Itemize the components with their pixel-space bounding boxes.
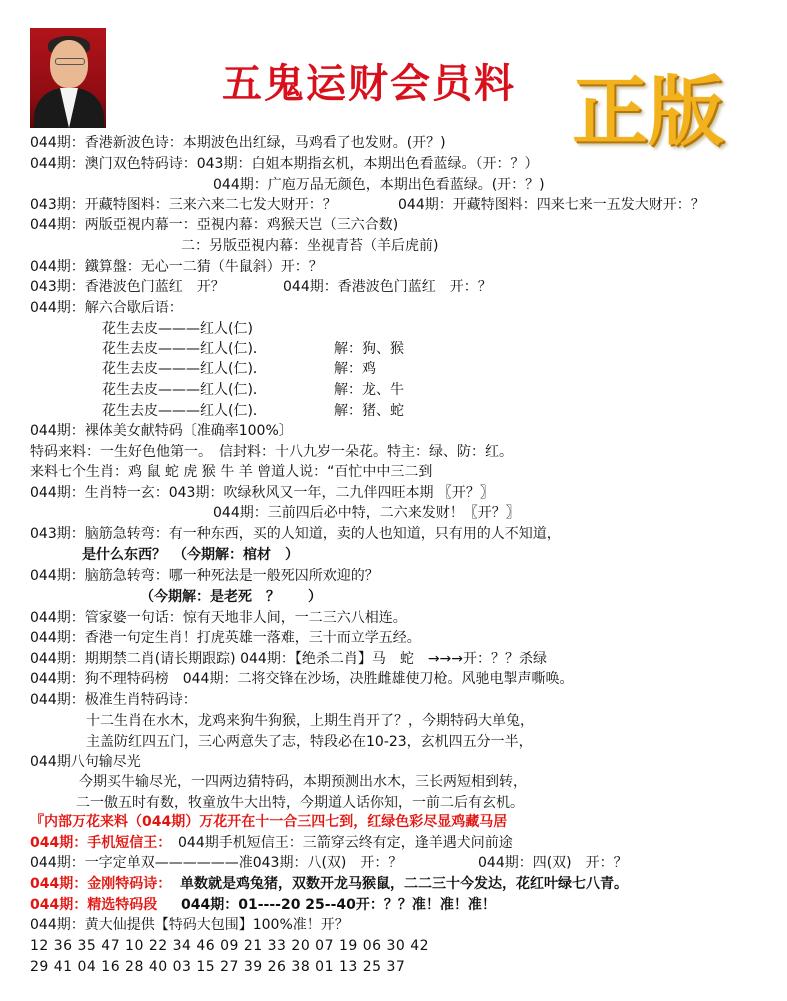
text-line: 044期：脑筋急转弯：哪一种死法是一般死囚所欢迎的？ <box>30 568 379 584</box>
text-line: 解：龙、牛 <box>334 382 404 398</box>
text-line: 044期：三前四后必中特，二六来发财！〖开？〗 <box>213 505 520 521</box>
text-line: 044期：裸体美女献特码〔准确率100%〕 <box>30 423 293 439</box>
text-line: 044期：香港新波色诗：本期波色出红绿，马鸡看了也发财。(开？) <box>30 135 446 151</box>
text-line: 044期：鐵算盤：无心一二猜（牛鼠斜）开：？ <box>30 259 323 275</box>
number-row: 29 41 04 16 28 40 03 15 27 39 26 38 01 13 25 37 <box>30 959 406 975</box>
text-line: 主盖防红四五门，三心两意失了志，特段必在10-23，玄机四五分一半， <box>86 734 533 750</box>
text-line: 来料七个生肖：鸡 鼠 蛇 虎 猴 牛 羊 曾道人说：“百忙中中三二到 <box>30 464 433 480</box>
text-line: 花生去皮———红人(仁)． <box>102 403 267 419</box>
text-line: 044期：狗不理特码榜 044期：二将交锋在沙场，决胜雌雄使刀枪。风驰电掣声嘶唤。 <box>30 671 574 687</box>
number-row: 12 36 35 47 10 22 34 46 09 21 33 20 07 19 06 30 42 <box>30 938 430 954</box>
text-line: 044期：一字定单双——————准043期：八(双) 开：？ <box>30 855 403 871</box>
text-line: 花生去皮———红人(仁) <box>102 321 253 337</box>
text-line: 044期：香港一句定生肖！打虎英雄一落难，三十而立学五经。 <box>30 630 421 646</box>
page-title: 五鬼运财会员料 <box>222 60 516 107</box>
text-line: 044期：两版亞視内幕一：亞視内幕：鸡猴天岂（三六合数) <box>30 217 399 233</box>
text-line: 044期：解六合歇后语： <box>30 300 183 316</box>
text-line: 解：鸡 <box>334 361 376 377</box>
text-line: 043期：开藏特图料：三来六来二七发大财开：？ <box>30 197 337 213</box>
text-line: 044期八句输尽光 <box>30 754 141 770</box>
text-line: 044期：精选特码段 <box>30 897 158 913</box>
edition-badge: 正版 <box>572 67 724 156</box>
text-line: 044期：01----20 25--40开：？？准！准！准！ <box>181 897 496 913</box>
text-line: 044期：香港波色门蓝红 开：？ <box>283 279 492 295</box>
text-line: 044期手机短信王：三箭穿云终有定，逢羊遇犬问前途 <box>178 835 513 851</box>
text-line: 044期：黄大仙提供【特码大包围】100%准！开？ <box>30 917 349 933</box>
text-line: （今期解：是老死 ？ ） <box>140 589 322 605</box>
text-line: 044期：金刚特码诗： <box>30 876 172 892</box>
text-line: 043期：脑筋急转弯：有一种东西，买的人知道，卖的人也知道，只有用的人不知道， <box>30 526 561 542</box>
text-line: 『内部万花来料（044期）万花开在十一合三四七到，红绿色彩尽显鸡藏马居 <box>30 814 508 830</box>
text-line: 特码来料：一生好色他第一。 信封料：十八九岁一朵花。特主：绿、防：红。 <box>30 444 513 460</box>
text-line: 花生去皮———红人(仁)． <box>102 361 267 377</box>
text-line: 044期：开藏特图料：四来七来一五发大财开：？ <box>398 197 705 213</box>
text-line: 是什么东西？ （今期解：棺材 ） <box>82 547 299 563</box>
text-line: 044期：四(双) 开：？ <box>478 855 628 871</box>
text-line: 二一傲五时有数，牧童放牛大出特，今期道人话你知，一前二后有玄机。 <box>76 795 524 811</box>
text-line: 043期：香港波色门蓝红 开？ <box>30 279 225 295</box>
text-line: 044期：广庖万品无颜色，本期出色看蓝绿。(开：？) <box>213 177 545 193</box>
text-line: 花生去皮———红人(仁)． <box>102 382 267 398</box>
text-line: 花生去皮———红人(仁)． <box>102 341 267 357</box>
text-line: 044期：管家婆一句话：惊有天地非人间，一二三六八相连。 <box>30 610 407 626</box>
text-line: 单数就是鸡兔猪，双数开龙马猴鼠，二二三十今发达，花红叶绿七八青。 <box>180 876 628 892</box>
text-line: 今期买牛输尽光，一四两边猜特码，本期预测出水木，三长两短相到转， <box>79 774 527 790</box>
text-line: 二：另版亞視内幕：坐视青苔（羊后虎前) <box>181 238 439 254</box>
text-line: 044期：手机短信王： <box>30 835 172 851</box>
text-line: 044期：期期禁二肖(请长期跟踪) 044期：【绝杀二肖】马 蛇 →→→开：？？杀绿 <box>30 651 548 667</box>
text-line: 044期：生肖特一玄：043期：吹绿秋风又一年，二九伴四旺本期 〖开？〗 <box>30 485 494 501</box>
text-line: 解：猪、蛇 <box>334 403 404 419</box>
text-line: 十二生肖在水木，龙鸡来狗牛狗猴，上期生肖开了？，今期特码大单兔， <box>86 713 534 729</box>
text-line: 044期：澳门双色特码诗：043期：白姐本期指玄机，本期出色看蓝绿。（开：？） <box>30 156 539 172</box>
text-line: 044期：极准生肖特码诗： <box>30 692 197 708</box>
portrait-photo <box>30 28 106 128</box>
text-line: 解：狗、猴 <box>334 341 404 357</box>
